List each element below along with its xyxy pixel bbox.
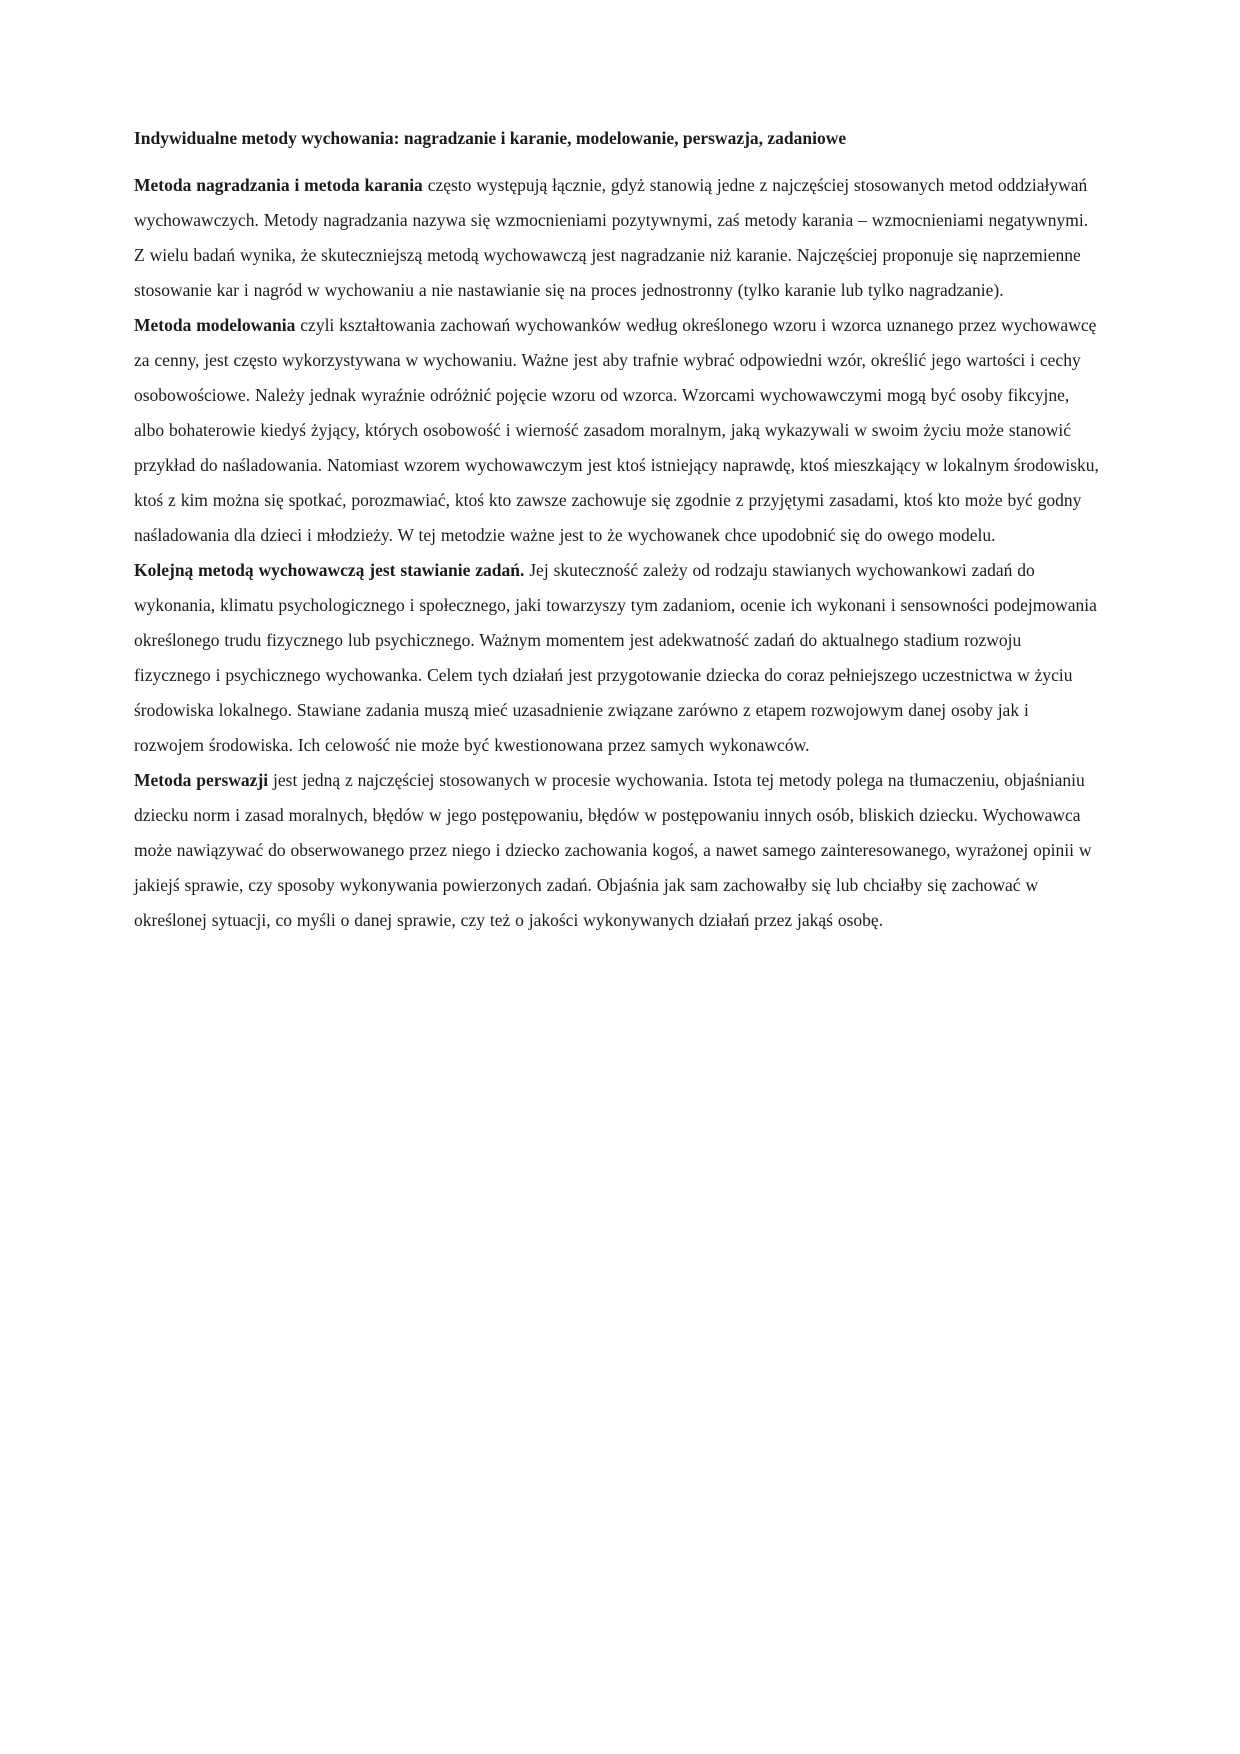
paragraph-lead: Metoda nagradzania i metoda karania bbox=[134, 175, 423, 195]
paragraph-body: często występują łącznie, gdyż stanowią jedne z najczęściej stosowanych metod oddziaływań wychowawczych. Metody nagradzania nazywa się wzmocnieniami pozytywnymi, zaś metody karania – wzmocnieniami negatywnymi. Z wielu badań wynika, że skuteczniejszą metodą wychowawczą jest nagradzanie niż karanie. Najczęściej proponuje się naprzemienne stosowanie kar i nagród w wychowaniu a nie nastawianie się na proces jednostronny (tylko karanie lub tylko nagradzanie). bbox=[134, 175, 1089, 300]
paragraph-body: czyli kształtowania zachowań wychowanków według określonego wzoru i wzorca uznanego przez wychowawcę za cenny, jest często wykorzystywana w wychowaniu. Ważne jest aby trafnie wybrać odpowiedni wzór, określić jego wartości i cechy osobowościowe. Należy jednak wyraźnie odróżnić pojęcie wzoru od wzorca. Wzorcami wychowawczymi mogą być osoby fikcyjne, albo bohaterowie kiedyś żyjący, których osobowość i wierność zasadom moralnym, jaką wykazywali w swoim życiu może stanowić przykład do naśladowania. Natomiast wzorem wychowawczym jest ktoś istniejący naprawdę, ktoś mieszkający w lokalnym środowisku, ktoś z kim można się spotkać, porozmawiać, ktoś kto zawsze zachowuje się zgodnie z przyjętymi zasadami, ktoś kto może być godny naśladowania dla dzieci i młodzieży. W tej metodzie ważne jest to że wychowanek chce upodobnić się do owego modelu. bbox=[134, 315, 1099, 545]
paragraph-persuasion bbox=[134, 763, 1099, 938]
paragraph-lead: Kolejną metodą wychowawczą jest stawianie zadań. bbox=[134, 560, 525, 580]
paragraph-body: Jej skuteczność zależy od rodzaju stawianych wychowankowi zadań do wykonania, klimatu psychologicznego i społecznego, jaki towarzyszy tym zadaniom, ocenie ich wykonani i sensowności podejmowania określonego trudu fizycznego lub psychicznego. Ważnym momentem jest adekwatność zadań do aktualnego stadium rozwoju fizycznego i psychicznego wychowanka. Celem tych działań jest przygotowanie dziecka do coraz pełniejszego uczestnictwa w życiu środowiska lokalnego. Stawiane zadania muszą mieć uzasadnienie związane zarówno z etapem rozwojowym danej osoby jak i rozwojem środowiska. Ich celowość nie może być kwestionowana przez samych wykonawców. bbox=[134, 560, 1097, 755]
paragraph-modeling bbox=[134, 308, 1099, 553]
paragraph-tasks bbox=[134, 553, 1099, 763]
paragraph-rewarding-punishing bbox=[134, 168, 1099, 308]
document-title: Indywidualne metody wychowania: nagradzanie i karanie, modelowanie, perswazja, zadaniowe bbox=[134, 128, 847, 148]
paragraph-lead: Metoda perswazji bbox=[134, 770, 269, 790]
paragraph-lead: Metoda modelowania bbox=[134, 315, 296, 335]
paragraph-body: jest jedną z najczęściej stosowanych w procesie wychowania. Istota tej metody polega na tłumaczeniu, objaśnianiu dziecku norm i zasad moralnych, błędów w jego postępowaniu, błędów w postępowaniu innych osób, bliskich dziecku. Wychowawca może nawiązywać do obserwowanego przez niego i dziecko zachowania kogoś, a nawet samego zainteresowanego, wyrażonej opinii w jakiejś sprawie, czy sposoby wykonywania powierzonych zadań. Objaśnia jak sam zachowałby się lub chciałby się zachować w określonej sytuacji, co myśli o danej sprawie, czy też o jakości wykonywanych działań przez jakąś osobę. bbox=[134, 770, 1092, 930]
